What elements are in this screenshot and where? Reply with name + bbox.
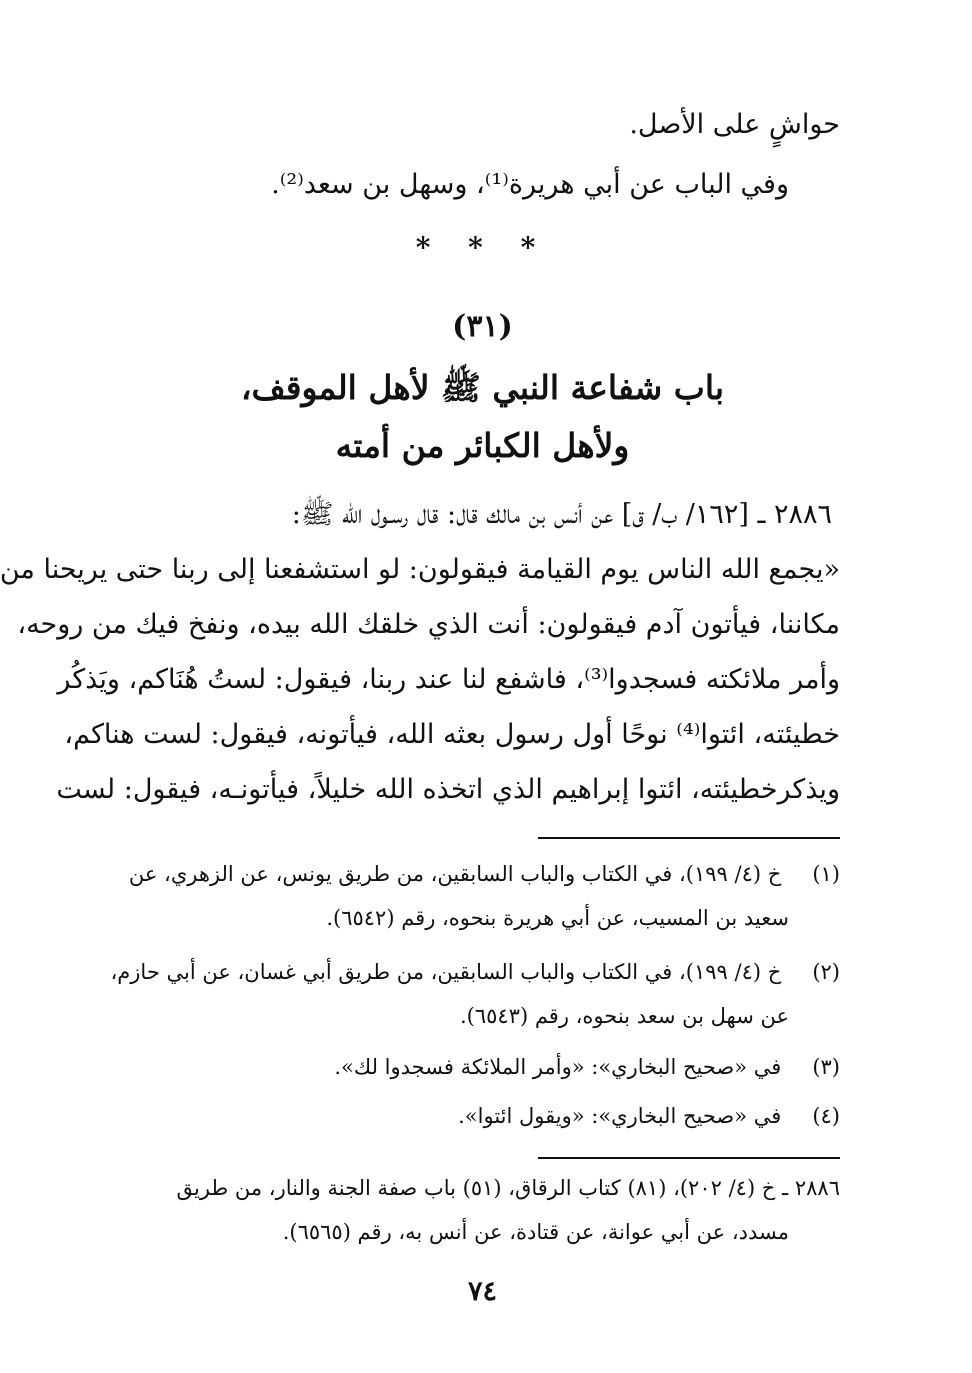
takhrij-line: مسدد، عن أبي عوانة، عن قتادة، عن أنس به، رقم (٦٥٦٥). [282,1220,789,1244]
takhrij-line: ٢٨٨٦ ـ خ (٤/ ٢٠٢)، (٨١) كتاب الرقاق، (٥١) باب صفة الجنة والنار، من طريق [176,1176,840,1200]
footnote-3 [125,1043,840,1091]
footnote-4 [125,1092,840,1140]
hadith-line: خطيئته، ائتوا⁽⁴⁾ نوحًا أول رسول بعثه الله، فيأتونه، فيقول: لست هناكم، [64,719,840,750]
chapter-number: (٣١) [452,309,513,344]
footnote-1-cont: سعيد بن المسيب، عن أبي هريرة بنحوه، رقم (٦٥٤٢). [326,906,789,930]
footnote-text: في «صحيح البخاري»: «وأمر الملائكة فسجدوا لك». [334,1055,782,1079]
text-line: حواشٍ على الأصل. [629,109,840,140]
hadith-line: «يجمع الله الناس يوم القيامة فيقولون: لو استشفعنا إلى ربنا حتى يريحنا من [0,554,840,585]
footnote-2-cont: عن سهل بن سعد بنحوه، رقم (٦٥٤٣). [459,1004,789,1028]
hadith-line: ويذكرخطيئته، ائتوا إبراهيم الذي اتخذه الله خليلاً، فيأتونـه، فيقول: لست [56,774,840,805]
footnote-rule [538,837,840,839]
section-separator: * * * [415,231,550,264]
hadith-line: مكاننا، فيأتون آدم فيقولون: أنت الذي خلقك الله بيده، ونفخ فيك من روحه، [17,609,840,640]
footnote-1 [125,850,840,898]
chapter-title-line1: باب شفاعة النبي ﷺ لأهل الموقف، [240,368,725,407]
takhrij-rule [538,1157,840,1159]
footnote-number: (٤) [812,1104,840,1128]
footnote-2 [110,948,840,996]
footnote-text: خ (٤/ ١٩٩)، في الكتاب والباب السابقين، من طريق يونس، عن الزهري، عن [128,862,782,886]
footnote-text: خ (٤/ ١٩٩)، في الكتاب والباب السابقين، من طريق أبي غسان، عن أبي حازم، [110,960,782,984]
page-number: ٧٤ [467,1276,497,1307]
hadith-line: وأمر ملائكته فسجدوا⁽³⁾، فاشفع لنا عند ربنا، فيقول: لستُ هُنَاكم، ويَذكُر [57,664,840,695]
chapter-title-line2: ولأهل الكبائر من أمته [335,426,630,465]
footnote-number: (٢) [812,960,840,984]
footnote-number: (١) [812,862,840,886]
hadith-line: ٢٨٨٦ ـ [١٦٢/ ب/ ق] عن أنس بن مالك قال: قال رسـول الله ﷺ: [291,499,832,530]
footnote-number: (٣) [812,1055,840,1079]
footnote-text: في «صحيح البخاري»: «ويقول ائتوا». [458,1104,782,1128]
text-line: وفي الباب عن أبي هريرة⁽¹⁾، وسهل بن سعد⁽²⁾. [271,169,789,200]
